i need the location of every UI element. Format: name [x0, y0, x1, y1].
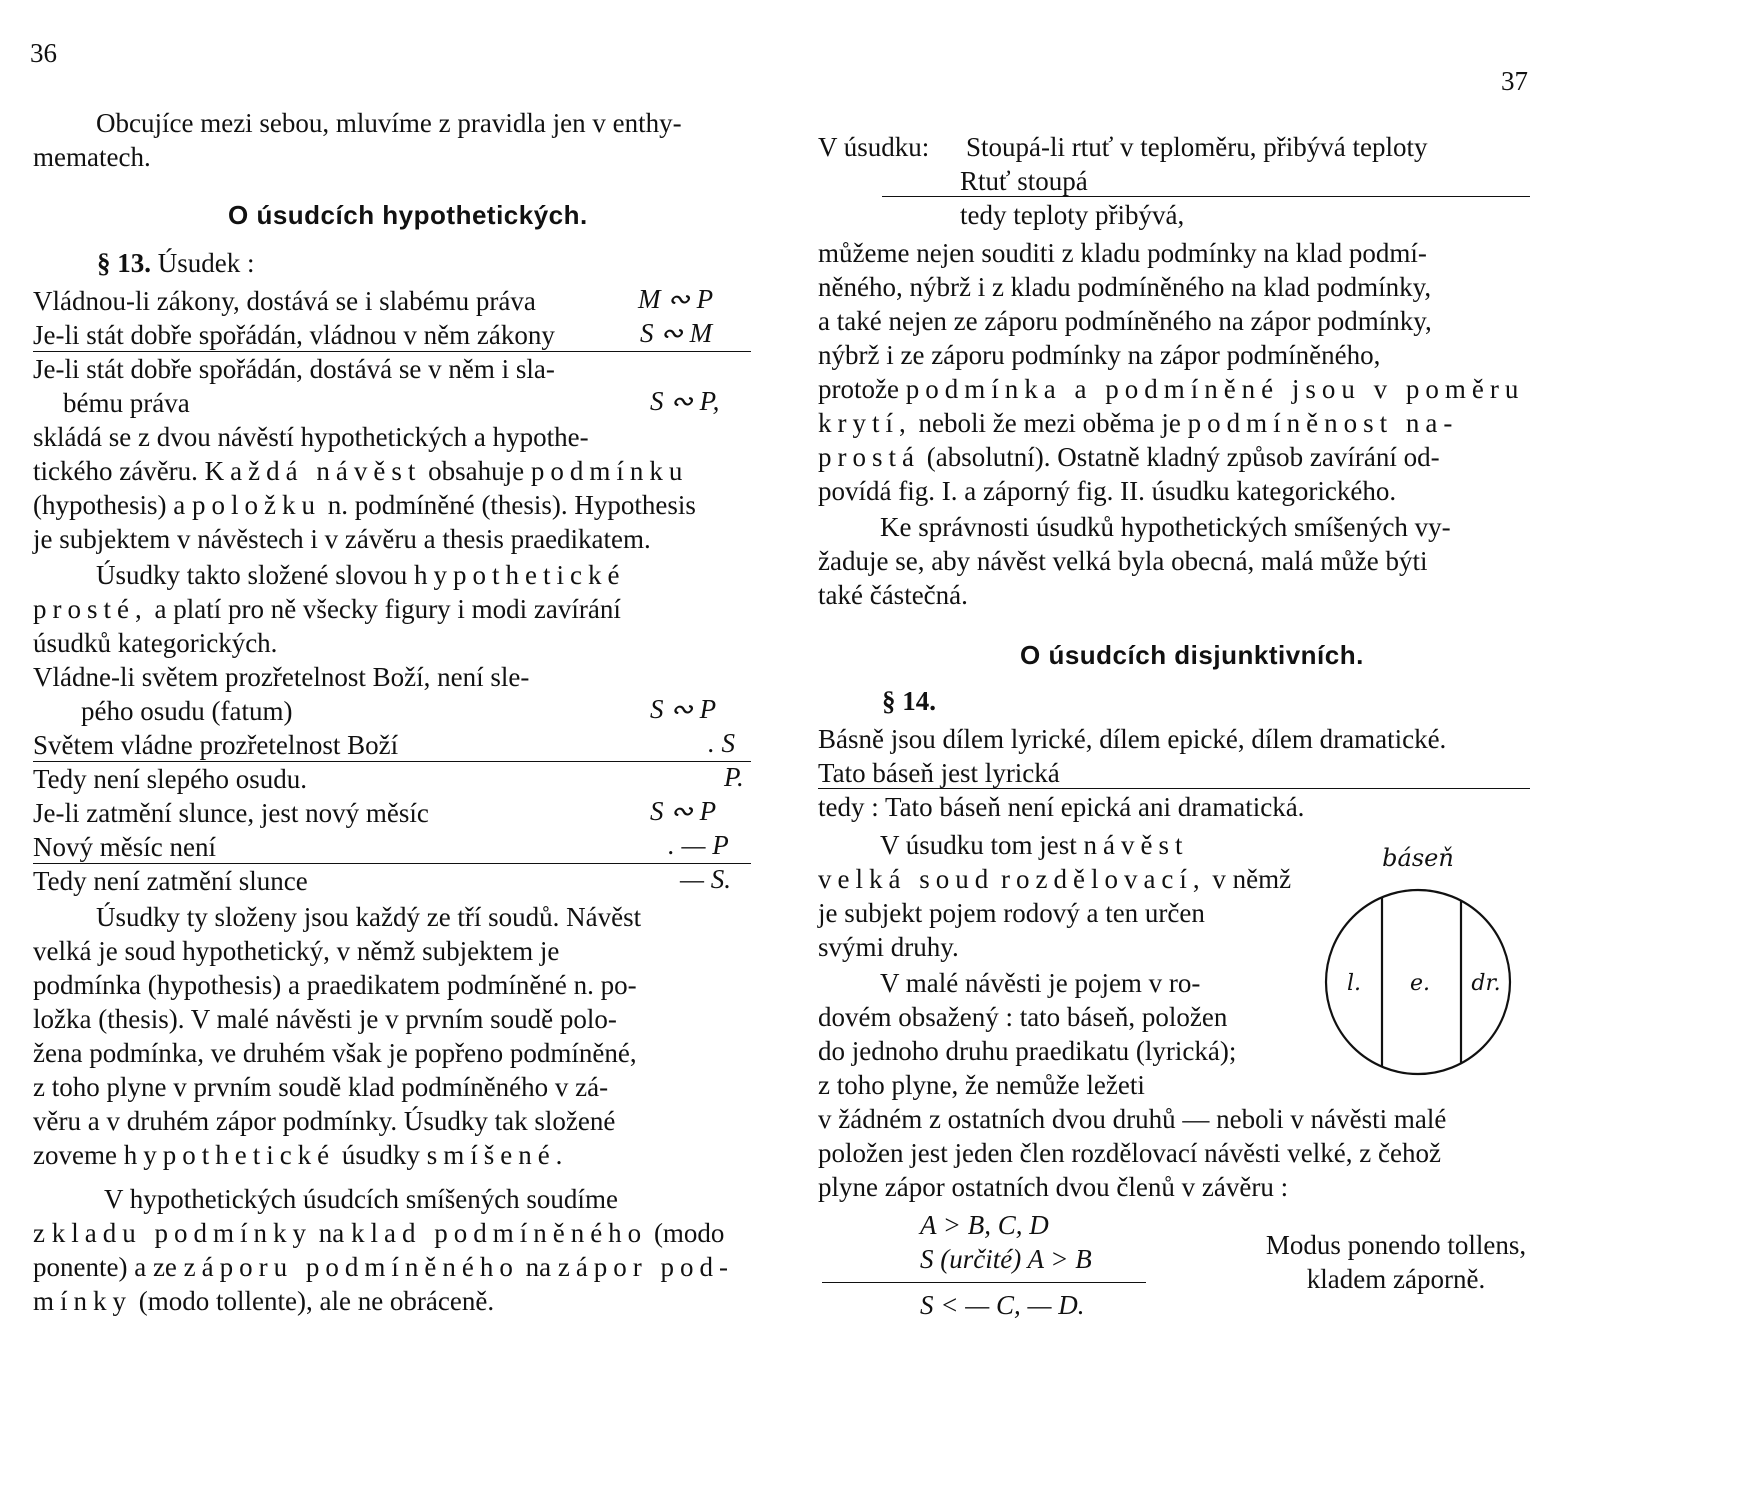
spaced-term: záporu podmíněného: [183, 1252, 519, 1282]
section-heading: O úsudcích hypothetických.: [228, 200, 588, 230]
paragraph-line: [880, 828, 1189, 862]
paragraph-line: mematech.: [33, 142, 151, 172]
conclusion: Tedy není slepého osudu.: [33, 764, 308, 794]
formula-line: S < — C, — D.: [920, 1290, 1085, 1320]
conclusion: tedy : Tato báseň není epická ani dramatická.: [818, 792, 1305, 822]
spaced-term: podmíněnost na-: [1187, 408, 1459, 438]
paragraph-line: je subjektem v návěstech i v závěru a thesis praedikatem.: [33, 524, 651, 554]
text-run: V úsudku tom jest: [880, 830, 1077, 860]
division-diagram: [1306, 840, 1526, 1080]
paragraph-line: do jednoho druhu praedikatu (lyrická);: [818, 1036, 1237, 1066]
spaced-term: mínky: [33, 1286, 133, 1316]
spaced-term: hypothetické: [413, 560, 626, 590]
spaced-term: Každá návěst: [204, 456, 422, 486]
spaced-term: kladu podmínky: [51, 1218, 312, 1248]
formula: P.: [724, 762, 744, 792]
text-run: zoveme: [33, 1140, 117, 1170]
mode-note-line: Modus ponendo tollens,: [1265, 1230, 1527, 1260]
text-run: ponente) a ze: [33, 1252, 177, 1282]
paragraph-line: a také nejen ze záporu podmíněného na zápor podmínky,: [818, 306, 1432, 336]
paragraph-line: v žádném z ostatních dvou druhů — neboli v návěsti malé: [818, 1104, 1447, 1134]
text-run: v němž: [1212, 864, 1292, 894]
premise-major: Je-li zatmění slunce, jest nový měsíc: [33, 798, 429, 828]
premise-major-cont: pého osudu (fatum): [81, 696, 293, 726]
conclusion-cont: bému práva: [63, 388, 190, 418]
premise-minor: Světem vládne prozřetelnost Boží: [33, 730, 399, 760]
conclusion: Tedy není zatmění slunce: [33, 866, 308, 896]
spaced-term: klad podmíněného: [350, 1218, 648, 1248]
paragraph-line: také částečná.: [818, 580, 968, 610]
formula: S ∾ P,: [650, 386, 720, 416]
paragraph-line: [33, 1250, 734, 1284]
section-number: § 14.: [882, 686, 936, 716]
formula: S ∾ P: [650, 694, 717, 724]
formula: S ∾ M: [640, 318, 713, 348]
spaced-term: hypothetické: [123, 1140, 336, 1170]
text-run: a platí pro ně všecky figury i modi zavírání: [154, 594, 621, 624]
paragraph-line: Obcujíce mezi sebou, mluvíme z pravidla jen v enthy-: [96, 108, 682, 138]
text-run: na: [318, 1218, 345, 1248]
spaced-term: velká soud: [818, 864, 995, 894]
paragraph-line: povídá fig. I. a záporný fig. II. úsudku kategorického.: [818, 476, 1397, 506]
species-label: e.: [1409, 971, 1431, 996]
spaced-term: zápor pod-: [557, 1252, 735, 1282]
example-conclusion: tedy teploty přibývá,: [960, 200, 1185, 230]
formula: M ∾ P: [638, 284, 714, 314]
paragraph-line: nýbrž i ze záporu podmínky na zápor podmíněného,: [818, 340, 1381, 370]
paragraph-line: můžeme nejen souditi z kladu podmínky na klad podmí-: [818, 238, 1427, 268]
paragraph-line: [33, 1138, 568, 1172]
paragraph-line: z toho plyne, že nemůže ležeti: [818, 1070, 1145, 1100]
text-run: (modo: [653, 1218, 725, 1248]
formula: — S.: [680, 864, 732, 894]
mode-note: [1246, 1228, 1546, 1296]
spaced-term: rozdělovací,: [1000, 864, 1206, 894]
formula-line: A > B, C, D: [920, 1210, 1049, 1240]
page-number: 37: [1501, 66, 1528, 96]
text-run: z: [33, 1218, 45, 1248]
paragraph-line: ložka (thesis). V malé návěsti je v prvním soudě polo-: [33, 1004, 617, 1034]
text-run: (hypothesis) a: [33, 490, 186, 520]
spaced-term: podmínka a podmíněné jsou v poměru: [905, 374, 1525, 404]
premise-major: Vládnou-li zákony, dostává se i slabému práva: [33, 286, 536, 316]
paragraph-line: skládá se z dvou návěstí hypothetických a hypothe-: [33, 422, 589, 452]
paragraph-line: podmínka (hypothesis) a praedikatem podmíněné n. po-: [33, 970, 637, 1000]
paragraph-line: svými druhy.: [818, 932, 959, 962]
section-number: § 13.: [97, 248, 151, 278]
formula: . — P: [668, 830, 729, 860]
text-run: na: [525, 1252, 552, 1282]
premise-minor: Nový měsíc není: [33, 832, 216, 862]
paragraph-line: Ke správnosti úsudků hypothetických smíšených vy-: [880, 512, 1451, 542]
paragraph-line: žena podmínka, ve druhém však je popřeno podmíněné,: [33, 1038, 637, 1068]
paragraph-line: [33, 1216, 724, 1250]
formula: . S: [708, 728, 735, 758]
spaced-term: položku: [191, 490, 321, 520]
species-label: l.: [1346, 971, 1362, 996]
paragraph-line: věru a v druhém zápor podmínky. Úsudky tak složené: [33, 1106, 616, 1136]
text-run: Úsudky takto složené slovou: [96, 560, 408, 590]
paragraph-line: [818, 406, 1458, 440]
paragraph-line: dovém obsažený : tato báseň, položen: [818, 1002, 1228, 1032]
text-run: (absolutní). Ostatně kladný způsob zavírání od-: [926, 442, 1440, 472]
conclusion-rule: [822, 1282, 1146, 1283]
spaced-term: prosté,: [33, 594, 148, 624]
paragraph-line: [818, 440, 1440, 474]
paragraph-line: plyne zápor ostatních dvou členů v závěru :: [818, 1172, 1289, 1202]
premise-minor: Tato báseň jest lyrická: [818, 758, 1060, 788]
paragraph-line: něného, nýbrž i z kladu podmíněného na klad podmínky,: [818, 272, 1432, 302]
formula: S ∾ P: [650, 796, 717, 826]
paragraph-line: V hypothetických úsudcích smíšených soudíme: [104, 1184, 618, 1214]
paragraph-line: [33, 1284, 494, 1318]
paragraph-line: V malé návěsti je pojem v ro-: [880, 968, 1201, 998]
spaced-term: návěst: [1083, 830, 1189, 860]
paragraph-line: [33, 488, 696, 522]
paragraph-line: [818, 372, 1524, 406]
paragraph-line: z toho plyne v prvním soudě klad podmíněného v zá-: [33, 1072, 609, 1102]
example-premise-minor: Rtuť stoupá: [960, 166, 1088, 196]
example-lead: V úsudku:: [818, 132, 930, 162]
conclusion-rule: [818, 788, 1530, 789]
diagram-title: báseň: [1382, 844, 1454, 872]
premise-major: Básně jsou dílem lyrické, dílem epické, dílem dramatické.: [818, 724, 1447, 754]
spaced-term: krytí,: [818, 408, 912, 438]
paragraph-line: [33, 454, 688, 488]
section-heading: O úsudcích disjunktivních.: [1020, 640, 1364, 670]
text-run: protože: [818, 374, 899, 404]
formula-line: S (určité) A > B: [920, 1244, 1092, 1274]
text-run: tického závěru.: [33, 456, 198, 486]
paragraph-line: [818, 862, 1291, 896]
paragraph-line: žaduje se, aby návěst velká byla obecná, malá může býti: [818, 546, 1428, 576]
mode-note-line: kladem záporně.: [1306, 1264, 1486, 1294]
section-mark: [97, 246, 255, 280]
paragraph-line: je subjekt pojem rodový a ten určen: [818, 898, 1205, 928]
conclusion: Je-li stát dobře spořádán, dostává se v něm i sla-: [33, 354, 555, 384]
paragraph-line: Úsudky ty složeny jsou každý ze tří soudů. Návěst: [96, 902, 642, 932]
text-run: obsahuje: [428, 456, 525, 486]
spaced-term: prostá: [818, 442, 920, 472]
example-premise-major: Stoupá-li rtuť v teploměru, přibývá teploty: [966, 132, 1428, 162]
text-run: neboli že mezi oběma je: [918, 408, 1181, 438]
page-number: 36: [30, 38, 57, 68]
premise-minor: Je-li stát dobře spořádán, vládnou v něm zákony: [33, 320, 555, 350]
text-run: n. podmíněné (thesis). Hypothesis: [327, 490, 696, 520]
premise-major: Vládne-li světem prozřetelnost Boží, není sle-: [33, 662, 530, 692]
species-label: dr.: [1471, 971, 1501, 996]
paragraph-line: [33, 592, 621, 626]
paragraph-line: položen jest jeden člen rozdělovací návěsti velké, z čehož: [818, 1138, 1441, 1168]
spaced-term: podmínku: [530, 456, 689, 486]
text-run: (modo tollente), ale ne obráceně.: [138, 1286, 495, 1316]
section-text: Úsudek :: [157, 248, 255, 278]
right-page: [818, 0, 1752, 1500]
text-run: úsudky: [341, 1140, 420, 1170]
spaced-term: smíšené.: [426, 1140, 569, 1170]
paragraph-line: [96, 558, 625, 592]
paragraph-line: velká je soud hypothetický, v němž subjektem je: [33, 936, 560, 966]
paragraph-line: úsudků kategorických.: [33, 628, 278, 658]
conclusion-rule: [882, 196, 1530, 197]
